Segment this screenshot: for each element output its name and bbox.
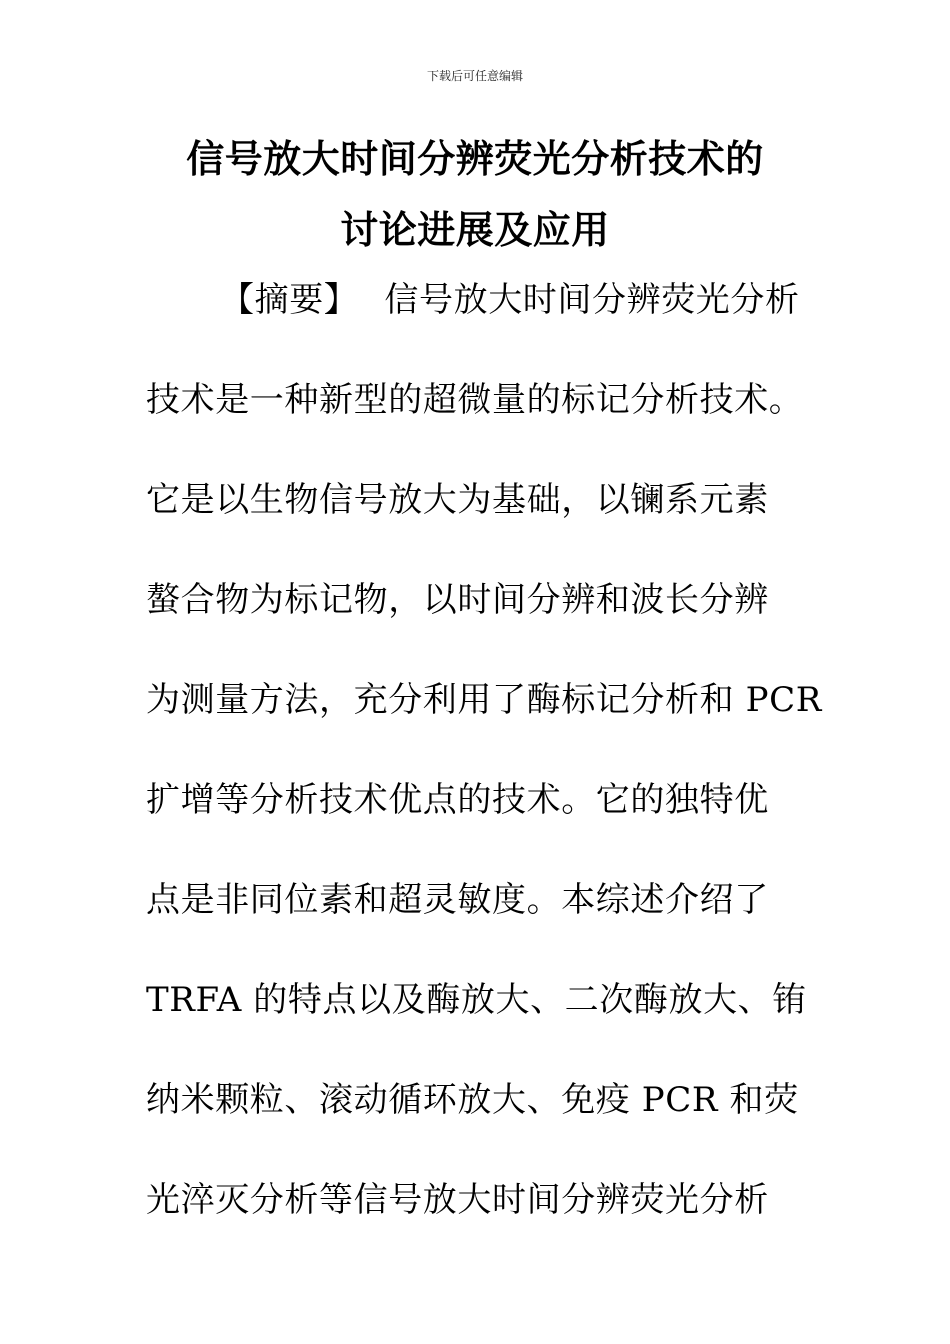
abstract-line-6: 扩增等分析技术优点的技术。它的独特优 — [146, 780, 769, 820]
abstract-line-9: 纳米颗粒、滚动循环放大、免疫 PCR 和荧 — [146, 1080, 799, 1120]
abstract-label: 【摘要】 — [220, 280, 359, 320]
document-title-line-1: 信号放大时间分辨荧光分析技术的 — [186, 137, 764, 181]
document-title-line-2: 讨论进展及应用 — [340, 208, 610, 252]
abstract-line-4: 螯合物为标记物，以时间分辨和波长分辨 — [146, 580, 769, 620]
abstract-first-line — [220, 280, 800, 320]
abstract-line-2: 技术是一种新型的超微量的标记分析技术。 — [146, 380, 804, 420]
watermark-text: 下载后可任意编辑 — [426, 69, 523, 83]
abstract-line-8: TRFA 的特点以及酶放大、二次酶放大、铕 — [146, 980, 807, 1020]
abstract-line-10: 光淬灭分析等信号放大时间分辨荧光分析 — [146, 1180, 769, 1220]
abstract-line-5: 为测量方法，充分利用了酶标记分析和 PCR — [146, 680, 822, 720]
abstract-line-1: 信号放大时间分辨荧光分析 — [384, 280, 800, 320]
abstract-line-7: 点是非同位素和超灵敏度。本综述介绍了 — [146, 880, 769, 920]
abstract-line-3: 它是以生物信号放大为基础，以镧系元素 — [146, 480, 769, 520]
